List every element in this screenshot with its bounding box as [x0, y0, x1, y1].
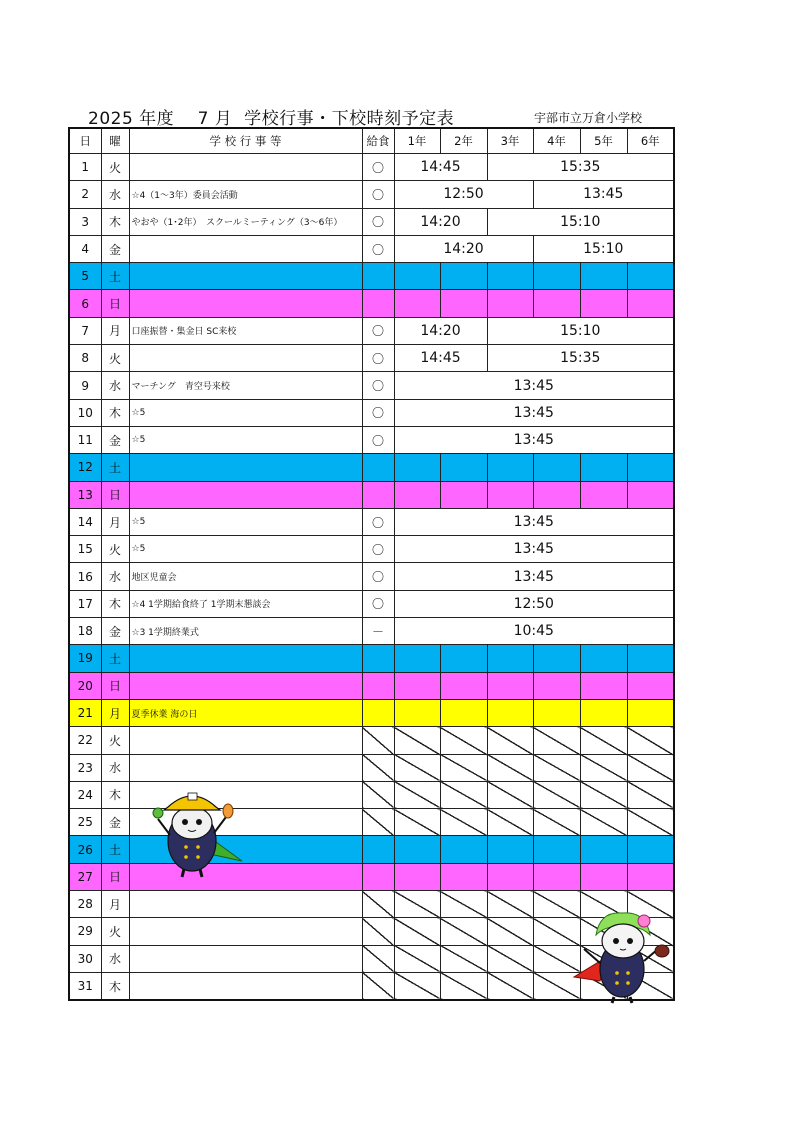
dismissal-time-cell: 13:45: [394, 426, 674, 453]
table-row: [69, 618, 674, 645]
time-cell: [533, 290, 580, 317]
date-cell: 14: [69, 508, 101, 535]
time-cell: [533, 754, 580, 781]
weekday-cell: 水: [101, 563, 129, 590]
time-cell: [627, 781, 674, 808]
lunch-cell: [362, 918, 394, 945]
table-row: [69, 290, 674, 317]
col-header-weekday: 曜: [101, 128, 129, 154]
dismissal-time-cell: 13:45: [394, 399, 674, 426]
dismissal-time-cell: 14:20: [394, 235, 533, 262]
time-cell: [627, 454, 674, 481]
time-cell: [440, 781, 487, 808]
time-cell: [487, 809, 533, 836]
time-cell: [580, 290, 627, 317]
col-header-grade-6: 6年: [627, 128, 674, 154]
col-header-grade-2: 2年: [440, 128, 487, 154]
time-cell: [394, 972, 440, 1000]
dismissal-time-cell: 15:10: [487, 317, 674, 344]
time-cell: [394, 809, 440, 836]
date-cell: 17: [69, 590, 101, 617]
weekday-cell: 金: [101, 809, 129, 836]
lunch-cell: 〇: [362, 235, 394, 262]
mascot-girl-illustration: [150, 783, 250, 881]
lunch-cell: [362, 863, 394, 890]
time-cell: [394, 699, 440, 726]
table-row: [69, 235, 674, 262]
event-cell: [129, 945, 362, 972]
time-cell: [580, 481, 627, 508]
time-cell: [533, 809, 580, 836]
time-cell: [533, 481, 580, 508]
lunch-cell: 〇: [362, 372, 394, 399]
time-cell: [580, 809, 627, 836]
weekday-cell: 木: [101, 781, 129, 808]
weekday-cell: 金: [101, 426, 129, 453]
table-row: [69, 181, 674, 208]
date-cell: 31: [69, 972, 101, 1000]
time-cell: [627, 645, 674, 672]
lunch-cell: [362, 781, 394, 808]
weekday-cell: 日: [101, 863, 129, 890]
time-cell: [487, 454, 533, 481]
lunch-cell: [362, 972, 394, 1000]
date-cell: 20: [69, 672, 101, 699]
table-row: [69, 208, 674, 235]
lunch-cell: [362, 809, 394, 836]
table-row: [69, 481, 674, 508]
time-cell: [487, 290, 533, 317]
lunch-cell: [362, 672, 394, 699]
weekday-cell: 水: [101, 372, 129, 399]
time-cell: [533, 699, 580, 726]
time-cell: [440, 454, 487, 481]
time-cell: [533, 645, 580, 672]
time-cell: [487, 754, 533, 781]
date-cell: 5: [69, 263, 101, 290]
time-cell: [487, 481, 533, 508]
event-cell: ☆3 1学期終業式: [129, 618, 362, 645]
time-cell: [440, 672, 487, 699]
event-cell: [129, 481, 362, 508]
table-row: [69, 672, 674, 699]
time-cell: [487, 836, 533, 863]
event-cell: ☆4 1学期給食終了 1学期末懇談会: [129, 590, 362, 617]
event-cell: [129, 972, 362, 1000]
lunch-cell: 〇: [362, 563, 394, 590]
weekday-cell: 月: [101, 508, 129, 535]
col-header-grade-3: 3年: [487, 128, 533, 154]
lunch-cell: [362, 891, 394, 918]
lunch-cell: 〇: [362, 399, 394, 426]
table-row: [69, 699, 674, 726]
time-cell: [533, 836, 580, 863]
dismissal-time-cell: 13:45: [394, 372, 674, 399]
lunch-cell: 〇: [362, 154, 394, 181]
date-cell: 26: [69, 836, 101, 863]
time-cell: [580, 754, 627, 781]
event-cell: [129, 454, 362, 481]
event-cell: ☆5: [129, 536, 362, 563]
event-cell: ☆5: [129, 399, 362, 426]
time-cell: [440, 727, 487, 754]
time-cell: [394, 672, 440, 699]
table-row: [69, 317, 674, 344]
dismissal-time-cell: 13:45: [394, 563, 674, 590]
table-row: [69, 372, 674, 399]
lunch-cell: [362, 727, 394, 754]
event-cell: [129, 345, 362, 372]
time-cell: [394, 945, 440, 972]
lunch-cell: 〇: [362, 317, 394, 344]
col-header-grade-1: 1年: [394, 128, 440, 154]
time-cell: [394, 727, 440, 754]
event-cell: ☆5: [129, 508, 362, 535]
event-cell: [129, 754, 362, 781]
lunch-cell: [362, 836, 394, 863]
event-cell: [129, 918, 362, 945]
lunch-cell: [362, 945, 394, 972]
time-cell: [580, 263, 627, 290]
table-row: [69, 154, 674, 181]
date-cell: 19: [69, 645, 101, 672]
lunch-cell: 〇: [362, 345, 394, 372]
col-header-grade-4: 4年: [533, 128, 580, 154]
date-cell: 2: [69, 181, 101, 208]
time-cell: [440, 290, 487, 317]
time-cell: [440, 891, 487, 918]
col-header-lunch: 給食: [362, 128, 394, 154]
table-row: [69, 508, 674, 535]
page-title: 2025 年度 7 月 学校行事・下校時刻予定表: [88, 109, 455, 129]
lunch-cell: [362, 481, 394, 508]
dismissal-time-cell: 15:10: [487, 208, 674, 235]
date-cell: 23: [69, 754, 101, 781]
dismissal-time-cell: 12:50: [394, 181, 533, 208]
time-cell: [627, 727, 674, 754]
date-cell: 25: [69, 809, 101, 836]
table-row: [69, 754, 674, 781]
event-cell: [129, 154, 362, 181]
time-cell: [580, 863, 627, 890]
time-cell: [440, 263, 487, 290]
dismissal-time-cell: 14:45: [394, 345, 487, 372]
time-cell: [627, 809, 674, 836]
date-cell: 10: [69, 399, 101, 426]
date-cell: 16: [69, 563, 101, 590]
weekday-cell: 木: [101, 972, 129, 1000]
dismissal-time-cell: 10:45: [394, 618, 674, 645]
time-cell: [394, 454, 440, 481]
dismissal-time-cell: 14:20: [394, 208, 487, 235]
time-cell: [627, 672, 674, 699]
time-cell: [627, 836, 674, 863]
lunch-cell: [362, 454, 394, 481]
time-cell: [394, 836, 440, 863]
lunch-cell: 〇: [362, 426, 394, 453]
weekday-cell: 金: [101, 618, 129, 645]
date-cell: 6: [69, 290, 101, 317]
time-cell: [487, 972, 533, 1000]
time-cell: [440, 945, 487, 972]
event-cell: 夏季休業 海の日: [129, 699, 362, 726]
date-cell: 12: [69, 454, 101, 481]
table-row: [69, 727, 674, 754]
table-row: [69, 590, 674, 617]
weekday-cell: 日: [101, 481, 129, 508]
time-cell: [394, 891, 440, 918]
time-cell: [627, 699, 674, 726]
time-cell: [487, 863, 533, 890]
event-cell: [129, 672, 362, 699]
lunch-cell: 〇: [362, 536, 394, 563]
date-cell: 9: [69, 372, 101, 399]
dismissal-time-cell: 13:45: [394, 536, 674, 563]
lunch-cell: [362, 754, 394, 781]
event-cell: [129, 263, 362, 290]
weekday-cell: 日: [101, 672, 129, 699]
time-cell: [580, 645, 627, 672]
time-cell: [627, 863, 674, 890]
weekday-cell: 木: [101, 590, 129, 617]
time-cell: [487, 781, 533, 808]
event-cell: [129, 290, 362, 317]
date-cell: 15: [69, 536, 101, 563]
time-cell: [487, 645, 533, 672]
date-cell: 24: [69, 781, 101, 808]
time-cell: [440, 972, 487, 1000]
time-cell: [440, 481, 487, 508]
date-cell: 4: [69, 235, 101, 262]
weekday-cell: 金: [101, 235, 129, 262]
event-cell: [129, 727, 362, 754]
table-row: [69, 454, 674, 481]
time-cell: [487, 727, 533, 754]
date-cell: 30: [69, 945, 101, 972]
time-cell: [487, 263, 533, 290]
weekday-cell: 木: [101, 399, 129, 426]
time-cell: [580, 699, 627, 726]
lunch-cell: 〇: [362, 208, 394, 235]
lunch-cell: [362, 645, 394, 672]
time-cell: [627, 754, 674, 781]
time-cell: [533, 263, 580, 290]
weekday-cell: 木: [101, 208, 129, 235]
header-row: [69, 128, 674, 154]
time-cell: [627, 290, 674, 317]
time-cell: [394, 754, 440, 781]
time-cell: [533, 727, 580, 754]
time-cell: [440, 754, 487, 781]
time-cell: [394, 645, 440, 672]
dismissal-time-cell: 15:10: [533, 235, 674, 262]
table-row: [69, 345, 674, 372]
weekday-cell: 月: [101, 699, 129, 726]
table-row: [69, 263, 674, 290]
weekday-cell: 土: [101, 645, 129, 672]
lunch-cell: 〇: [362, 181, 394, 208]
time-cell: [580, 836, 627, 863]
weekday-cell: 土: [101, 836, 129, 863]
time-cell: [440, 699, 487, 726]
event-cell: マーチング 青空号来校: [129, 372, 362, 399]
time-cell: [487, 672, 533, 699]
time-cell: [487, 918, 533, 945]
event-cell: [129, 235, 362, 262]
time-cell: [487, 699, 533, 726]
col-header-grade-5: 5年: [580, 128, 627, 154]
lunch-cell: －: [362, 618, 394, 645]
date-cell: 7: [69, 317, 101, 344]
date-cell: 18: [69, 618, 101, 645]
date-cell: 1: [69, 154, 101, 181]
weekday-cell: 日: [101, 290, 129, 317]
time-cell: [487, 891, 533, 918]
date-cell: 27: [69, 863, 101, 890]
event-cell: 口座振替・集金日 SC来校: [129, 317, 362, 344]
date-cell: 8: [69, 345, 101, 372]
lunch-cell: [362, 290, 394, 317]
dismissal-time-cell: 15:35: [487, 345, 674, 372]
date-cell: 21: [69, 699, 101, 726]
dismissal-time-cell: 14:45: [394, 154, 487, 181]
table-row: [69, 563, 674, 590]
weekday-cell: 水: [101, 181, 129, 208]
school-name: 宇部市立万倉小学校: [534, 111, 643, 125]
time-cell: [580, 781, 627, 808]
date-cell: 3: [69, 208, 101, 235]
weekday-cell: 土: [101, 263, 129, 290]
col-header-date: 日: [69, 128, 101, 154]
time-cell: [440, 809, 487, 836]
time-cell: [533, 781, 580, 808]
time-cell: [394, 290, 440, 317]
col-header-events: 学 校 行 事 等: [129, 128, 362, 154]
event-cell: ☆4（1～3年）委員会活動: [129, 181, 362, 208]
time-cell: [580, 727, 627, 754]
date-cell: 13: [69, 481, 101, 508]
weekday-cell: 火: [101, 345, 129, 372]
dismissal-time-cell: 13:45: [394, 508, 674, 535]
time-cell: [440, 836, 487, 863]
weekday-cell: 火: [101, 727, 129, 754]
weekday-cell: 火: [101, 154, 129, 181]
weekday-cell: 土: [101, 454, 129, 481]
date-cell: 28: [69, 891, 101, 918]
event-cell: 地区児童会: [129, 563, 362, 590]
table-row: [69, 536, 674, 563]
weekday-cell: 水: [101, 945, 129, 972]
mascot-green-hair-illustration: [570, 905, 675, 1005]
dismissal-time-cell: 15:35: [487, 154, 674, 181]
time-cell: [627, 263, 674, 290]
date-cell: 22: [69, 727, 101, 754]
table-row: [69, 399, 674, 426]
time-cell: [440, 918, 487, 945]
time-cell: [440, 645, 487, 672]
weekday-cell: 月: [101, 891, 129, 918]
dismissal-time-cell: 13:45: [533, 181, 674, 208]
lunch-cell: 〇: [362, 590, 394, 617]
event-cell: [129, 645, 362, 672]
time-cell: [533, 863, 580, 890]
time-cell: [440, 863, 487, 890]
event-cell: ☆5: [129, 426, 362, 453]
time-cell: [580, 672, 627, 699]
date-cell: 29: [69, 918, 101, 945]
time-cell: [394, 781, 440, 808]
time-cell: [394, 481, 440, 508]
lunch-cell: 〇: [362, 508, 394, 535]
dismissal-time-cell: 14:20: [394, 317, 487, 344]
time-cell: [487, 945, 533, 972]
time-cell: [533, 454, 580, 481]
weekday-cell: 火: [101, 536, 129, 563]
event-cell: やおや（1･2年） スクールミーティング（3～6年）: [129, 208, 362, 235]
weekday-cell: 水: [101, 754, 129, 781]
dismissal-time-cell: 12:50: [394, 590, 674, 617]
event-cell: [129, 891, 362, 918]
time-cell: [394, 918, 440, 945]
table-row: [69, 426, 674, 453]
weekday-cell: 月: [101, 317, 129, 344]
table-row: [69, 645, 674, 672]
date-cell: 11: [69, 426, 101, 453]
time-cell: [394, 863, 440, 890]
time-cell: [580, 454, 627, 481]
lunch-cell: [362, 699, 394, 726]
lunch-cell: [362, 263, 394, 290]
weekday-cell: 火: [101, 918, 129, 945]
time-cell: [533, 672, 580, 699]
time-cell: [394, 263, 440, 290]
time-cell: [627, 481, 674, 508]
